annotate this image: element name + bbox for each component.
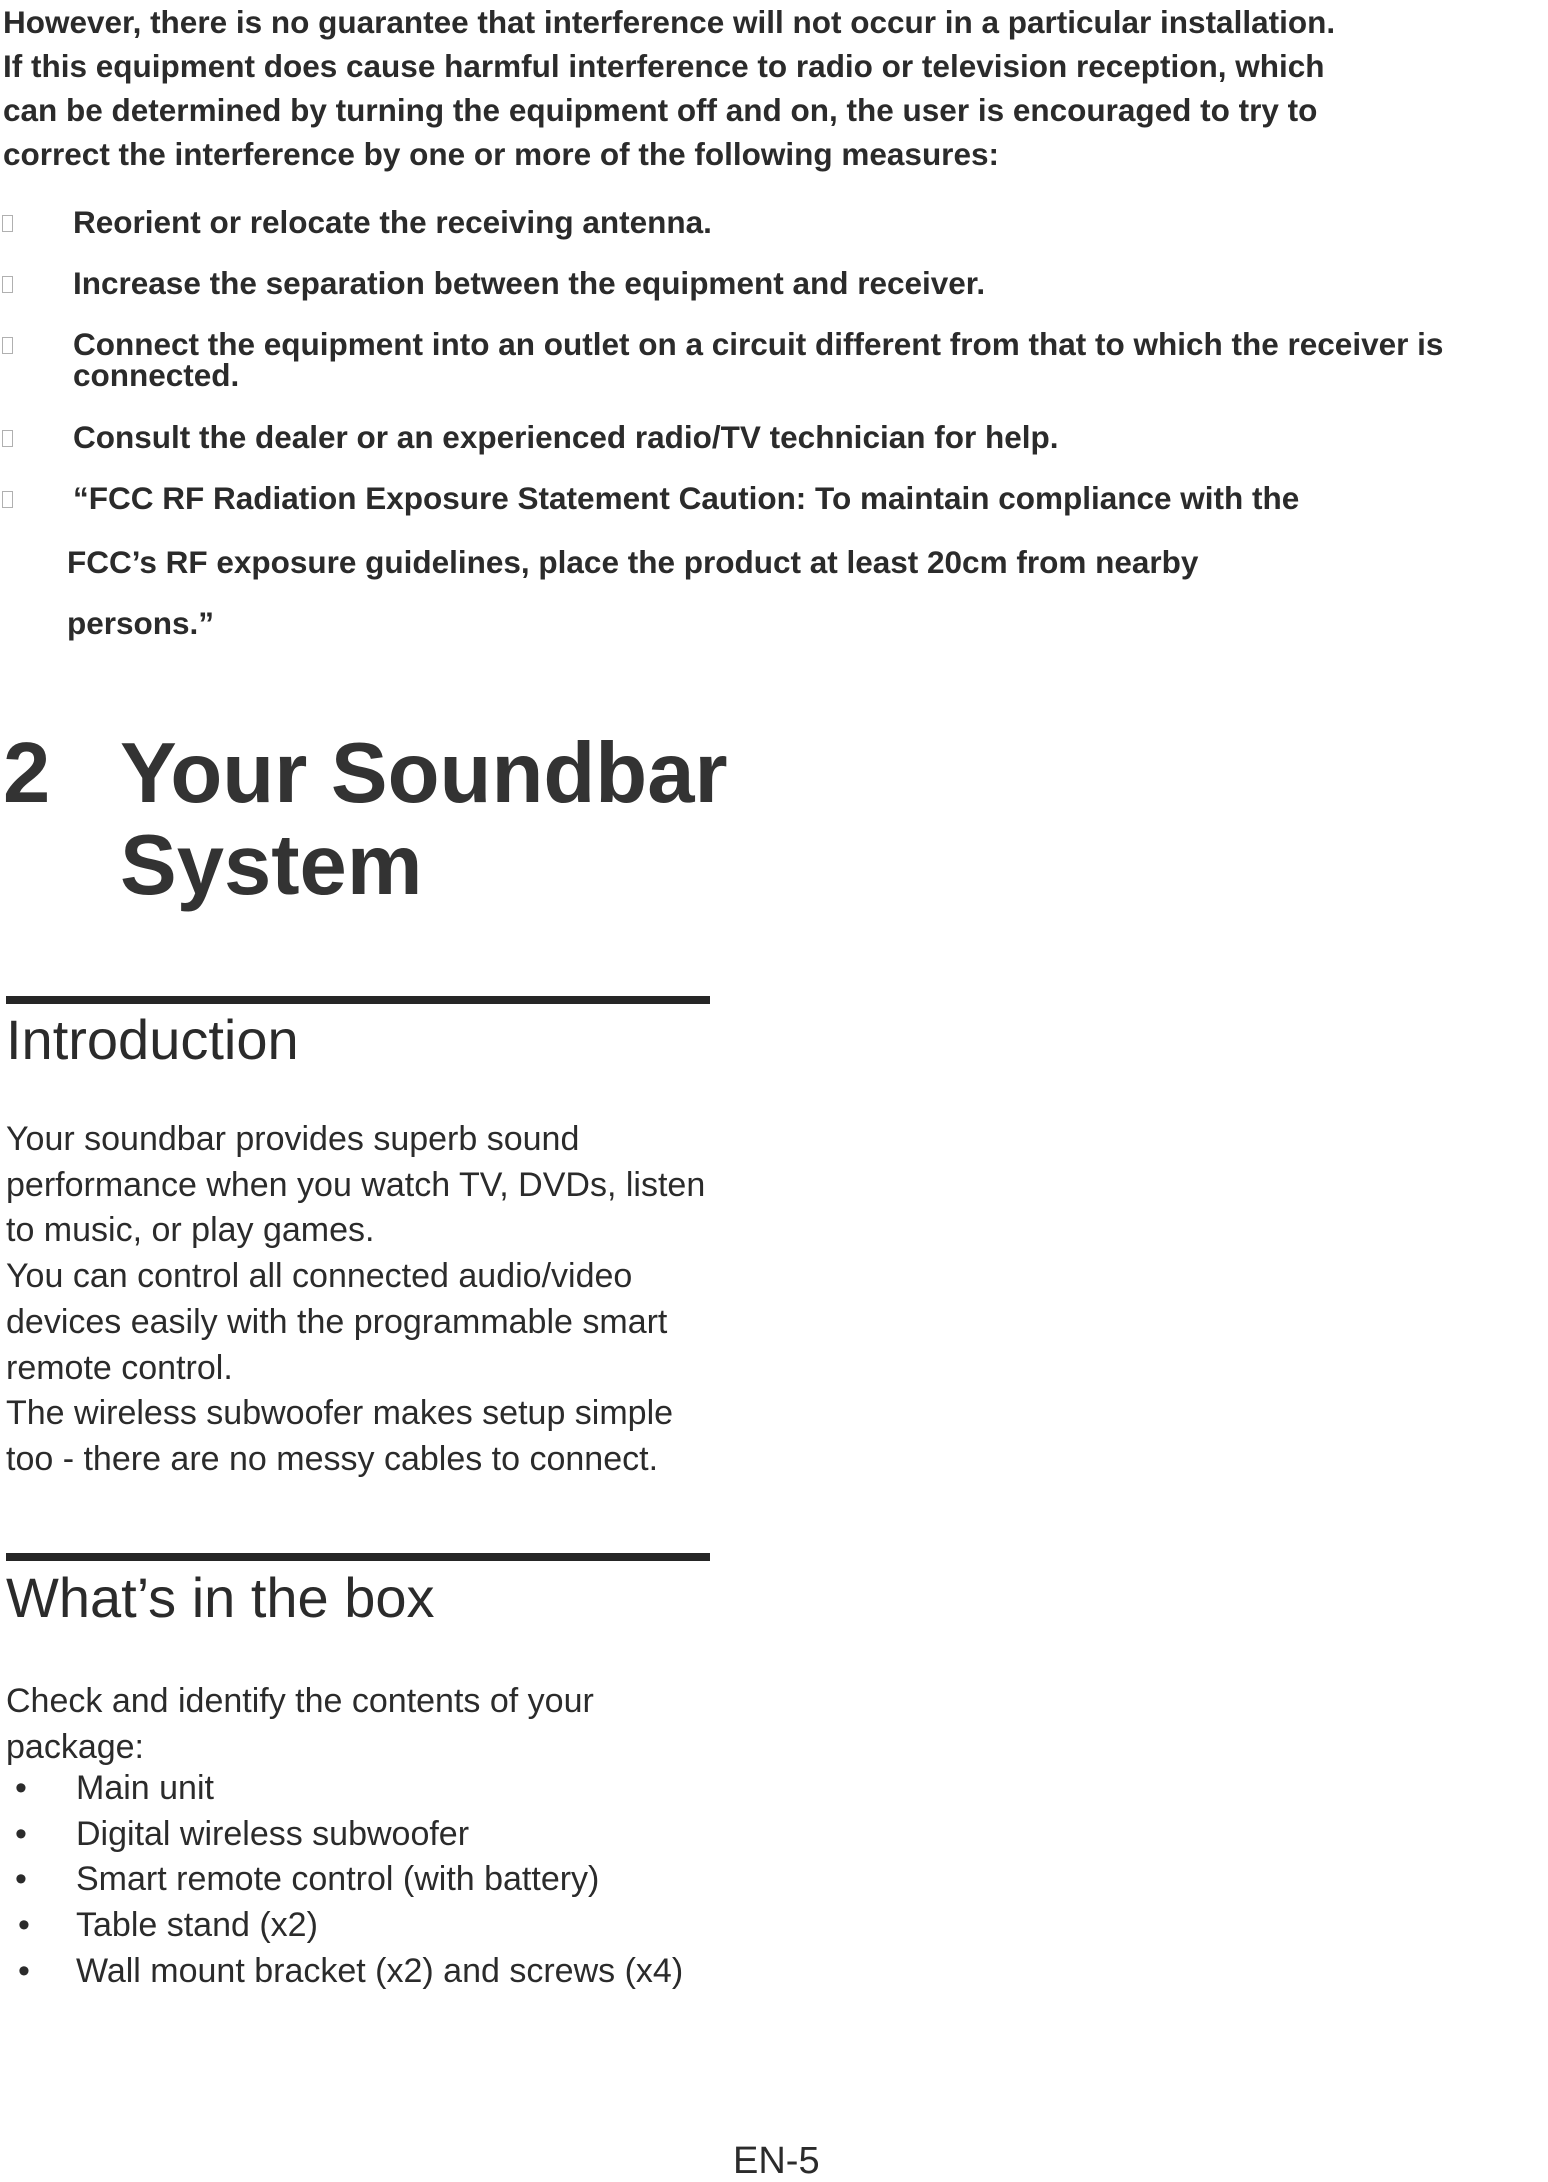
fcc-intro-paragraph: However, there is no guarantee that interference will not occur in a particular installation. If this equipment does cause harmful interference to radio or television reception, which can be determined by turning the equipment off and on, the user is encouraged to try to correct the interference by one or more of the following measures: [3,4,1336,172]
introduction-line: too - there are no messy cables to connect. [6,1439,659,1478]
bullet-icon: • [15,1769,27,1807]
introduction-line: The wireless subwoofer makes setup simple [6,1394,674,1433]
page-number: EN-5 [733,2140,820,2182]
checkbox-glyph-icon [2,491,13,508]
list-item-text: Main unit [76,1769,214,1807]
section-divider [6,996,710,1004]
fcc-measure-text: “FCC RF Radiation Exposure Statement Caution: To maintain compliance with the [73,480,1300,516]
fcc-measure-text: Consult the dealer or an experienced radio/TV technician for help. [73,419,1059,455]
list-item-text: Wall mount bracket (x2) and screws (x4) [76,1951,684,1990]
list-item-text: Table stand (x2) [76,1906,318,1945]
section-title-line: Your Soundbar [120,726,728,821]
list-item [6,1812,683,1858]
whats-in-box-heading: What’s in the box [6,1566,435,1629]
introduction-heading: Introduction [6,1008,299,1071]
whats-in-box-intro [6,1679,786,1770]
fcc-measure-text: Connect the equipment into an outlet on a circuit different from that to which the receiver is connected. [73,326,1444,393]
introduction-line: performance when you watch TV, DVDs, listen [6,1165,706,1204]
checkbox-glyph-icon [2,337,13,354]
fcc-rf-continuation-line: persons.” [67,605,215,641]
list-item-text: Smart remote control (with battery) [76,1860,600,1899]
checkbox-glyph-icon [2,430,13,447]
section-title-line: System [120,818,423,913]
checkbox-glyph-icon [2,215,13,232]
introduction-line: You can control all connected audio/video [6,1257,633,1296]
bullet-icon: • [15,1860,27,1899]
section-title [120,728,820,912]
box-contents-list [6,1766,683,1994]
list-item-text: Digital wireless subwoofer [76,1814,470,1853]
list-item [6,1949,683,1995]
whats-in-box-intro-line: Check and identify the contents of your [6,1682,594,1720]
list-item [6,1903,683,1949]
fcc-measure-text: Reorient or relocate the receiving antenna. [73,204,712,240]
section-divider [6,1553,710,1561]
list-item [6,1857,683,1903]
fcc-measure-text: Increase the separation between the equipment and receiver. [73,265,986,301]
bullet-icon: • [18,1951,30,1990]
checkbox-glyph-icon [2,276,13,293]
introduction-line: to music, or play games. [6,1211,375,1250]
whats-in-box-intro-line: package: [6,1727,144,1766]
list-item [6,1766,683,1812]
introduction-line: remote control. [6,1348,233,1387]
introduction-line: Your soundbar provides superb sound [6,1120,580,1158]
bullet-icon: • [18,1906,30,1945]
introduction-line: devices easily with the programmable smart [6,1302,668,1341]
introduction-body [6,1117,786,1483]
bullet-icon: • [15,1814,27,1853]
section-number: 2 [3,726,51,821]
fcc-rf-continuation-line: FCC’s RF exposure guidelines, place the product at least 20cm from nearby [67,544,1199,580]
